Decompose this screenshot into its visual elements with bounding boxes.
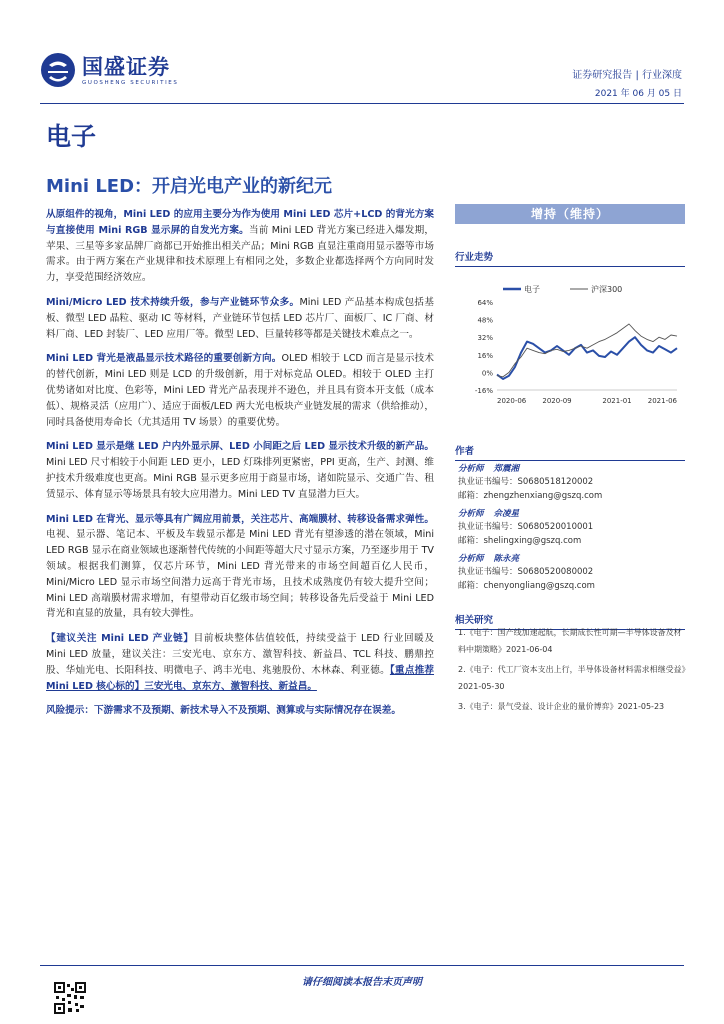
y-tick-label: 32% [477,334,493,343]
logo-wordmark-cn: 国盛证券 [82,54,170,79]
disclaimer-notice: 请仔细阅读本报告末页声明 [302,977,422,988]
header-divider [40,103,684,104]
report-date: 2021 年 06 月 05 日 [594,89,682,99]
x-tick-label: 2021-01 [602,397,632,405]
y-tick-label: 0% [481,369,493,378]
logo-wordmark-en: GUOSHENG SECURITIES [82,79,179,86]
paragraph-body: Mini LED 产品基本构成包括基板、微型 LED 晶粒、驱动 IC 等材料，产业链环节包括 LED 芯片厂、面板厂、IC 厂商、材料厂商、LED 封装厂、LED 应用厂等。微型 LED、巨量转移等都是关键技术难点之一。 [46,296,434,340]
series-line-hs300 [497,324,677,377]
risk-warning: 风险提示：下游需求不及预期、新技术导入不及预期、测算或与实际情况存在误差。 [46,705,401,717]
paragraph-lead: Mini LED 在背光、显示等具有广阔应用前景，关注芯片、高端膜材、转移设备需求弹性。 [46,513,434,525]
related-research-item[interactable]: 3.《电子：景气受益、设计企业的量价博弈》2021-05-23 [458,702,665,711]
footer-divider [40,965,684,966]
related-research-item[interactable]: 1.《电子：国产线加速起航，长期成长性可期—半导体设备及材料中期策略》2021-06-04 [458,628,682,654]
author-name: 陈永亮 [493,554,520,564]
author-role: 分析师 [458,554,484,564]
related-research-item[interactable]: 2.《电子：代工厂资本支出上行，半导体设备材料需求相继受益》2021-05-30 [458,665,686,691]
author-role: 分析师 [458,509,484,519]
paragraph-3 [46,351,434,430]
x-tick-label: 2020-09 [542,397,572,405]
author-name: 佘凌星 [493,509,520,519]
related-research-list [458,624,688,718]
paragraph-lead: Mini LED 背光是液晶显示技术路径的重要创新方向。 [46,353,282,365]
author-cert: 执业证书编号：S0680518120002 [458,477,594,487]
author-email[interactable]: 邮箱：zhengzhenxiang@gszq.com [458,491,603,501]
paragraph-lead: Mini LED 显示是继 LED 户内外显示屏、LED 小间距之后 LED 显示技术升级的新产品。 [46,441,434,453]
paragraph-lead: 从原组件的视角，Mini LED 的应用主要分为作为使用 Mini LED 芯片+LCD 的背光方案与直接使用 Mini RGB 显示屏的自发光方案。 [46,209,434,236]
paragraph-risk [46,703,434,719]
author-entry [458,463,688,503]
y-tick-label: 64% [477,299,493,307]
main-text-column [46,207,434,728]
paragraph-5 [46,512,434,623]
paragraph-body: 目前板块整体估值较低，持续受益于 LED 行业回暖及 Mini LED 放量，建议关注：三安光电、京东方、激智科技、新益昌、TCL 科技、鹏鼎控股、华灿光电、长阳科技、明微电子、鸿丰光电、兆驰股份、木林森、利亚德。 [46,633,434,676]
paragraph-body: 电视、显示器、笔记本、平板及车载显示都是 Mini LED 背光有望渗透的潜在领域，Mini LED RGB 显示在商业领域也逐渐替代传统的小间距等超大尺寸显示方案，乃至逐步用于 TV 领域。根据我们测算，仅芯片环节，Mini LED 背光带来的市场空间超百亿人民币，Mini/Micro LED 显示市场空间潜力远高于背光市场，且技术成熟度仍有较大提升空间；Mini LED 高端膜材需求增加，有望带动百亿级市场空间；转移设备先后受益于 Mini LED 背光和直显的放量，具有较大弹性。 [46,529,434,620]
author-entry [458,508,688,548]
report-type-label: 证券研究报告 | 行业深度 [572,70,682,81]
author-list [458,463,688,598]
paragraph-2 [46,295,434,342]
x-tick-label: 2020-06 [497,397,527,405]
rating-badge: 增持（维持） [455,204,685,224]
trend-heading: 行业走势 [455,249,685,267]
authors-heading: 作者 [455,443,685,461]
qr-code-icon [54,982,86,1014]
series-line-electronics [497,337,677,379]
author-entry [458,553,688,593]
author-role: 分析师 [458,464,484,474]
author-email[interactable]: 邮箱：chenyongliang@gszq.com [458,581,595,591]
paragraph-1 [46,207,434,286]
series-layer [497,324,677,379]
paragraph-4 [46,439,434,502]
industry-trend-chart [455,278,685,413]
report-headline: Mini LED：开启光电产业的新纪元 [46,176,333,197]
guosheng-logo-icon [40,52,76,88]
y-tick-label: 48% [477,316,493,325]
chart-legend [503,284,622,294]
x-tick-label: 2021-06 [647,397,677,405]
legend-label-hs300: 沪深300 [591,285,623,294]
y-tick-label: -16% [474,387,493,395]
legend-label-electronics: 电子 [524,285,540,294]
author-cert: 执业证书编号：S0680520010001 [458,522,594,532]
related-research-heading: 相关研究 [455,612,685,630]
paragraph-lead: 【建议关注 Mini LED 产业链】 [46,633,194,645]
author-email[interactable]: 邮箱：shelingxing@gszq.com [458,536,582,546]
sidebar [455,204,685,267]
sector-title: 电子 [46,122,97,151]
recommendation-highlight: 【重点推荐 Mini LED 核心标的】三安光电、京东方、激智科技、新益昌。 [46,664,435,692]
author-cert: 执业证书编号：S0680520080002 [458,567,594,577]
paragraph-body: OLED 相较于 LCD 而言是显示技术的替代创新，Mini LED 则是 LCD 的升级创新，用于对标竞品 OLED。相较于 OLED 主打优势诸如对比度、色彩等，Mini LED 背光产品表现并不逊色，并且具有资本开支低（成本低）、规格灵活（应用广）、适应于面板/LED 两大光电板块产业链发展的需求（供给推动），同时具备使用寿命长（尤其适用 TV 场景）的重要优势。 [46,353,434,428]
company-logo [40,52,178,88]
x-axis [497,397,678,405]
author-name: 郑震湘 [493,464,520,474]
paragraph-lead: Mini/Micro LED 技术持续升级，参与产业链环节众多。 [46,296,300,308]
paragraph-6 [46,631,434,694]
y-tick-label: 16% [477,351,493,360]
paragraph-body: 当前 Mini LED 背光方案已经进入爆发期，苹果、三星等多家品牌厂商都已开始推出相关产品；Mini RGB 直显注重商用显示器等市场需求。由于两方案在产业规律和技术原理上有相同之处，多数企业都选择两个方向同时发力，享受范围经济效应。 [46,224,434,284]
paragraph-body: Mini LED 尺寸相较于小间距 LED 更小，LED 灯珠排列更紧密，PPI 更高，生产、封测、维护技术升级难度也更高。Mini RGB 显示更多应用于商显市场，诸如院显示、交通广告、租赁显示、体育显示等场景具有较大应用潜力。Mini LED TV 直显潜力巨大。 [46,457,434,500]
